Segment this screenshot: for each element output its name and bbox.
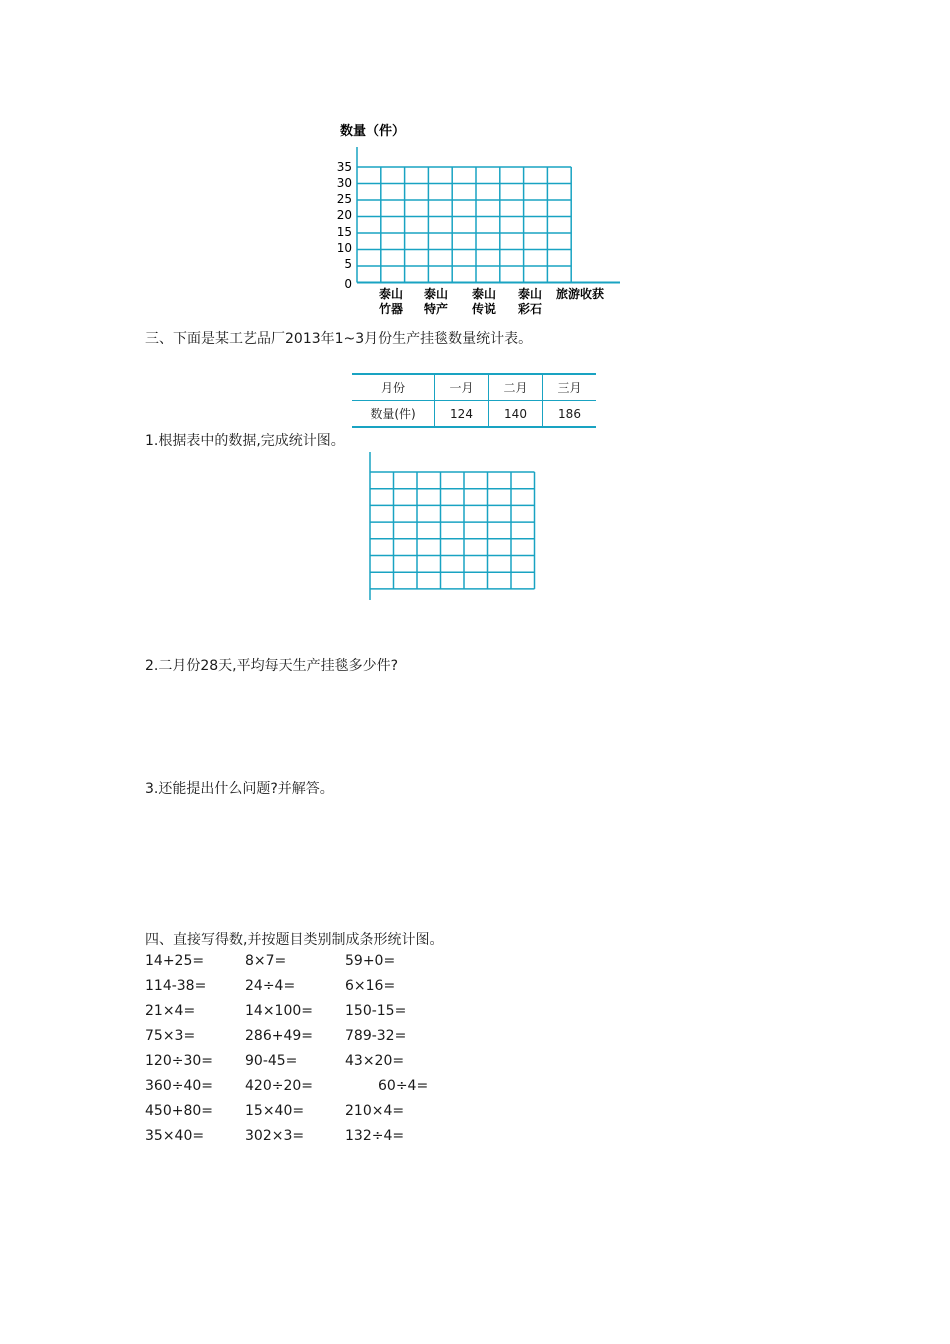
souvenir-bar-chart-grid <box>330 115 630 320</box>
calculation-item: 6×16= <box>345 978 396 994</box>
calculation-item: 14+25= <box>145 953 205 969</box>
calculation-item: 21×4= <box>145 1003 196 1019</box>
table-cell: 三月 <box>543 374 597 401</box>
calculation-item: 120÷30= <box>145 1053 213 1069</box>
chart1-ytick: 20 <box>336 208 352 222</box>
table-cell: 月份 <box>352 374 435 401</box>
calculation-item: 15×40= <box>245 1103 305 1119</box>
calculation-item: 24÷4= <box>245 978 296 994</box>
section3-heading: 三、下面是某工艺品厂2013年1~3月份生产挂毯数量统计表。 <box>145 331 533 347</box>
chart1-category-line2: 传说 <box>471 302 497 316</box>
calculation-item: 286+49= <box>245 1028 313 1044</box>
calculation-item: 35×40= <box>145 1128 205 1144</box>
blank-statistics-grid <box>360 445 560 600</box>
calculation-item: 59+0= <box>345 953 396 969</box>
chart1-ytick: 25 <box>336 192 352 206</box>
calculation-item: 360÷40= <box>145 1078 213 1094</box>
chart1-category-line1: 泰山 <box>423 287 449 301</box>
calculation-item: 789-32= <box>345 1028 407 1044</box>
production-table <box>352 373 596 428</box>
chart1-category-line2: 竹器 <box>378 302 404 316</box>
question-1: 1.根据表中的数据,完成统计图。 <box>145 433 345 449</box>
calculation-item: 60÷4= <box>378 1078 429 1094</box>
chart1-category-line1: 泰山 <box>517 287 543 301</box>
chart1-ytick: 0 <box>344 277 352 291</box>
chart1-ytick: 15 <box>336 225 352 239</box>
calculation-item: 450+80= <box>145 1103 213 1119</box>
chart1-xlabel: 旅游收获 <box>555 287 605 301</box>
chart1-category-line2: 彩石 <box>517 302 543 316</box>
calculation-item: 132÷4= <box>345 1128 405 1144</box>
calculation-item: 75×3= <box>145 1028 196 1044</box>
chart2-gridlines <box>370 452 552 600</box>
section4-heading: 四、直接写得数,并按题目类别制成条形统计图。 <box>145 932 444 948</box>
table-cell: 二月 <box>489 374 543 401</box>
calculation-item: 43×20= <box>345 1053 405 1069</box>
table-cell: 一月 <box>435 374 489 401</box>
chart1-category-line2: 特产 <box>423 302 449 316</box>
chart1-ylabel: 数量（件） <box>340 124 406 139</box>
table-cell: 140 <box>489 401 543 428</box>
chart1-ytick: 30 <box>336 176 352 190</box>
question-2: 2.二月份28天,平均每天生产挂毯多少件? <box>145 658 399 674</box>
calculation-item: 302×3= <box>245 1128 305 1144</box>
chart1-ytick: 5 <box>344 257 352 271</box>
chart1-category-line1: 泰山 <box>378 287 404 301</box>
table-cell: 186 <box>543 401 597 428</box>
table-cell: 数量(件) <box>352 401 435 428</box>
question-3: 3.还能提出什么问题?并解答。 <box>145 781 334 797</box>
chart1-gridlines <box>357 147 620 283</box>
chart1-category-line1: 泰山 <box>471 287 497 301</box>
calculation-item: 114-38= <box>145 978 207 994</box>
table-row <box>352 401 596 428</box>
chart1-ytick: 10 <box>336 241 352 255</box>
calculation-item: 420÷20= <box>245 1078 313 1094</box>
table-cell: 124 <box>435 401 489 428</box>
calculation-item: 14×100= <box>245 1003 313 1019</box>
chart1-ytick: 35 <box>336 160 352 174</box>
calculation-item: 210×4= <box>345 1103 405 1119</box>
calculation-item: 150-15= <box>345 1003 407 1019</box>
calculation-item: 8×7= <box>245 953 287 969</box>
calculation-item: 90-45= <box>245 1053 298 1069</box>
table-header-row <box>352 374 596 401</box>
